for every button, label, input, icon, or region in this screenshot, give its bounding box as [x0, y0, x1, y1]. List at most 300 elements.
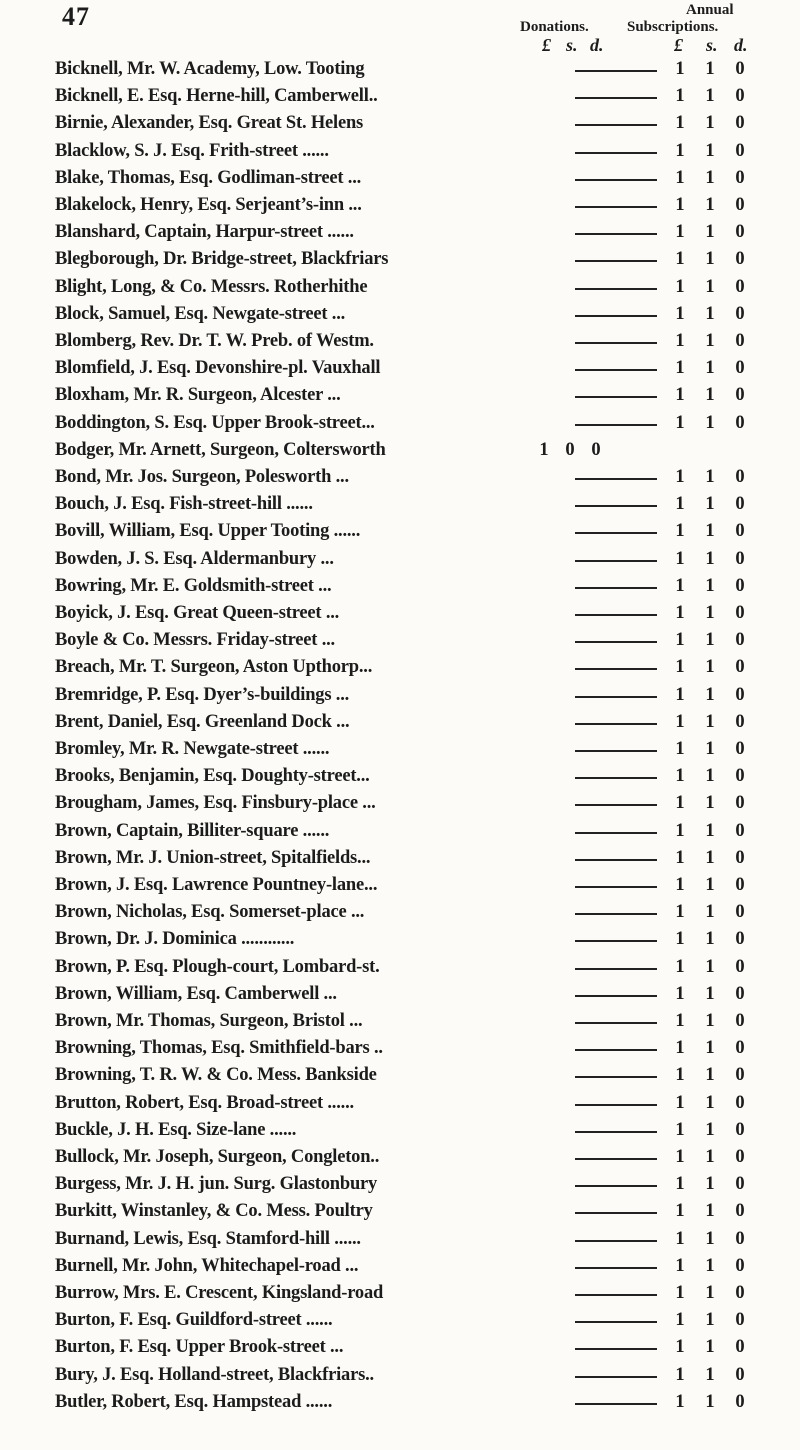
- subscription-shillings: 1: [705, 303, 715, 324]
- subscription-pence: 0: [735, 766, 745, 787]
- list-item: [0, 1390, 800, 1418]
- subscriber-name: Brougham, James, Esq. Finsbury-place ...: [55, 793, 376, 814]
- list-item: [0, 1227, 800, 1255]
- donation-pence: 0: [591, 439, 601, 460]
- subscription-shillings: 1: [705, 575, 715, 596]
- subscription-shillings: 1: [705, 684, 715, 705]
- subscription-shillings: 1: [705, 603, 715, 623]
- subscription-shillings: 1: [705, 222, 715, 243]
- donation-blank-rule: [575, 968, 657, 970]
- subscription-pence-unit: d.: [734, 35, 748, 55]
- subscription-pence: 0: [735, 1147, 745, 1167]
- subscription-shillings: 1: [705, 467, 715, 487]
- subscription-pence: 0: [735, 195, 745, 215]
- donation-blank-rule: [575, 179, 657, 181]
- subscription-pounds: 1: [675, 1011, 685, 1031]
- donation-blank-rule: [575, 1403, 657, 1405]
- subscriber-name: Buckle, J. H. Esq. Size-lane ......: [55, 1119, 297, 1140]
- subscription-pounds: 1: [675, 412, 685, 433]
- donation-blank-rule: [575, 206, 657, 208]
- subscription-shillings: 1: [705, 358, 715, 379]
- list-item: [0, 57, 800, 85]
- donation-blank-rule: [575, 587, 657, 589]
- subscriber-name: Boyick, J. Esq. Great Queen-street ...: [55, 603, 340, 623]
- subscription-pence: 0: [735, 494, 745, 515]
- subscriber-name: Blanshard, Captain, Harpur-street ......: [55, 222, 354, 243]
- donation-blank-rule: [575, 804, 657, 806]
- subscription-pounds: 1: [675, 820, 685, 841]
- list-item: [0, 846, 800, 874]
- subscription-pence: 0: [735, 1174, 745, 1195]
- subscription-pounds: 1: [675, 276, 685, 297]
- subscriber-name: Burton, F. Esq. Upper Brook-street ...: [55, 1337, 344, 1358]
- subscription-pence: 0: [735, 113, 745, 134]
- subscription-pounds: 1: [675, 358, 685, 379]
- list-item: [0, 982, 800, 1010]
- subscription-pence: 0: [735, 820, 745, 841]
- subscription-pounds: 1: [675, 548, 685, 569]
- subscription-pence: 0: [735, 929, 745, 950]
- subscription-shillings: 1: [705, 956, 715, 977]
- subscription-shillings: 1: [705, 494, 715, 515]
- subscription-shillings: 1: [705, 1119, 715, 1140]
- subscription-pence: 0: [735, 86, 745, 107]
- subscriber-name: Brown, Mr. J. Union-street, Spitalfields...: [55, 847, 371, 868]
- donation-blank-rule: [575, 1376, 657, 1378]
- subscription-pounds: 1: [675, 494, 685, 515]
- subscription-pence: 0: [735, 548, 745, 569]
- donation-blank-rule: [575, 750, 657, 752]
- subscription-pence: 0: [735, 630, 745, 651]
- subscription-shillings: 1: [705, 793, 715, 814]
- subscription-pounds: 1: [675, 1283, 685, 1303]
- subscription-pence: 0: [735, 793, 745, 814]
- subscription-pence: 0: [735, 1092, 745, 1113]
- subscription-shillings: 1: [705, 902, 715, 923]
- subscription-pence: 0: [735, 1255, 745, 1276]
- donation-blank-rule: [575, 723, 657, 725]
- subscription-pounds: 1: [675, 983, 685, 1004]
- subscriber-name: Boddington, S. Esq. Upper Brook-street...: [55, 412, 375, 433]
- subscription-shillings: 1: [705, 1011, 715, 1031]
- subscriber-name: Blomfield, J. Esq. Devonshire-pl. Vauxhall: [55, 358, 381, 379]
- donation-blank-rule: [575, 913, 657, 915]
- subscription-pence: 0: [735, 684, 745, 705]
- subscription-pence: 0: [735, 358, 745, 379]
- donation-blank-rule: [575, 832, 657, 834]
- list-item: [0, 383, 800, 411]
- donation-blank-rule: [575, 424, 657, 426]
- donation-blank-rule: [575, 97, 657, 99]
- subscriber-name: Brown, Mr. Thomas, Surgeon, Bristol ...: [55, 1011, 363, 1031]
- list-item: [0, 1036, 800, 1064]
- subscription-shillings: 1: [705, 412, 715, 433]
- donation-blank-rule: [575, 1049, 657, 1051]
- subscription-pounds: 1: [675, 875, 685, 895]
- subscription-pounds: 1: [675, 711, 685, 732]
- subscription-shillings: 1: [705, 1201, 715, 1222]
- list-item: [0, 764, 800, 792]
- subscription-shillings: 1: [705, 1283, 715, 1303]
- list-item: [0, 601, 800, 629]
- subscription-pounds: 1: [675, 929, 685, 950]
- list-item: [0, 492, 800, 520]
- subscriber-name: Browning, Thomas, Esq. Smithfield-bars ..: [55, 1038, 383, 1059]
- subscription-shillings: 1: [705, 86, 715, 107]
- list-item: [0, 1199, 800, 1227]
- donation-blank-rule: [575, 1348, 657, 1350]
- list-item: [0, 275, 800, 303]
- subscription-pounds: 1: [675, 956, 685, 977]
- donation-shillings: 0: [565, 439, 575, 460]
- donation-blank-rule: [575, 532, 657, 534]
- subscriber-name: Bullock, Mr. Joseph, Surgeon, Congleton..: [55, 1147, 380, 1167]
- list-item: [0, 710, 800, 738]
- list-item: [0, 1063, 800, 1091]
- subscription-pence: 0: [735, 983, 745, 1004]
- subscription-shillings: 1: [705, 1038, 715, 1059]
- subscription-shillings: 1: [705, 276, 715, 297]
- donation-blank-rule: [575, 396, 657, 398]
- donation-pounds: 1: [539, 439, 549, 460]
- subscription-pence: 0: [735, 331, 745, 351]
- subscription-pence: 0: [735, 249, 745, 270]
- donation-blank-rule: [575, 1240, 657, 1242]
- list-item: [0, 247, 800, 275]
- subscription-pence: 0: [735, 1310, 745, 1331]
- list-item: [0, 1281, 800, 1309]
- subscriber-name: Block, Samuel, Esq. Newgate-street ...: [55, 303, 346, 324]
- list-item: [0, 1145, 800, 1173]
- subscriber-name: Browning, T. R. W. & Co. Mess. Bankside: [55, 1065, 377, 1086]
- donation-blank-rule: [575, 1022, 657, 1024]
- subscription-pounds: 1: [675, 331, 685, 351]
- subscriber-name: Blake, Thomas, Esq. Godliman-street ...: [55, 167, 362, 188]
- subscriber-name: Bicknell, Mr. W. Academy, Low. Tooting: [55, 59, 365, 79]
- subscription-pence: 0: [735, 303, 745, 324]
- list-item: [0, 1009, 800, 1037]
- list-item: [0, 1308, 800, 1336]
- subscription-shillings: 1: [705, 1228, 715, 1249]
- list-item: [0, 955, 800, 983]
- donations-header: Donations.: [520, 19, 589, 35]
- subscription-pounds: 1: [675, 847, 685, 868]
- subscription-shillings: 1: [705, 1065, 715, 1086]
- subscriber-name: Brown, Dr. J. Dominica ............: [55, 929, 295, 950]
- subscription-shillings: 1: [705, 1174, 715, 1195]
- list-item: [0, 139, 800, 167]
- donation-blank-rule: [575, 233, 657, 235]
- subscription-shillings: 1: [705, 711, 715, 732]
- donation-blank-rule: [575, 668, 657, 670]
- subscription-pounds: 1: [675, 766, 685, 787]
- subscriber-name: Brutton, Robert, Esq. Broad-street ......: [55, 1092, 354, 1113]
- donation-blank-rule: [575, 1158, 657, 1160]
- subscription-pounds: 1: [675, 222, 685, 243]
- subscription-pounds: 1: [675, 521, 685, 542]
- list-item: [0, 302, 800, 330]
- subscription-pounds: 1: [675, 1228, 685, 1249]
- subscription-pence: 0: [735, 603, 745, 623]
- list-item: [0, 356, 800, 384]
- subscription-pence: 0: [735, 875, 745, 895]
- subscription-pounds: 1: [675, 1310, 685, 1331]
- list-item: [0, 438, 800, 466]
- list-item: [0, 166, 800, 194]
- subscription-pounds: 1: [675, 59, 685, 79]
- subscriber-name: Blacklow, S. J. Esq. Frith-street ......: [55, 140, 329, 161]
- subscriber-name: Burnand, Lewis, Esq. Stamford-hill ......: [55, 1228, 361, 1249]
- donation-blank-rule: [575, 777, 657, 779]
- subscriber-name: Brown, Nicholas, Esq. Somerset-place ...: [55, 902, 365, 923]
- subscription-shillings: 1: [705, 657, 715, 678]
- subscription-pence: 0: [735, 1119, 745, 1140]
- subscription-shillings: 1: [705, 929, 715, 950]
- subscriber-name: Bloxham, Mr. R. Surgeon, Alcester ...: [55, 385, 341, 406]
- subscriber-name: Burgess, Mr. J. H. jun. Surg. Glastonbury: [55, 1174, 378, 1195]
- subscription-pounds: 1: [675, 1092, 685, 1113]
- donation-blank-rule: [575, 1076, 657, 1078]
- donation-blank-rule: [575, 696, 657, 698]
- subscription-pounds: 1: [675, 1391, 685, 1412]
- list-item: [0, 1363, 800, 1391]
- subscription-pence: 0: [735, 59, 745, 79]
- subscriber-name: Bowden, J. S. Esq. Aldermanbury ...: [55, 548, 334, 569]
- subscription-shillings: 1: [705, 1391, 715, 1412]
- subscription-shillings: 1: [705, 140, 715, 161]
- list-item: [0, 519, 800, 547]
- subscription-shillings: 1: [705, 249, 715, 270]
- subscriber-name: Brent, Daniel, Esq. Greenland Dock ...: [55, 711, 350, 732]
- subscriber-name: Butler, Robert, Esq. Hampstead ......: [55, 1391, 333, 1412]
- donation-blank-rule: [575, 315, 657, 317]
- subscription-pounds: 1: [675, 86, 685, 107]
- donation-blank-rule: [575, 1185, 657, 1187]
- subscription-pounds: 1: [675, 902, 685, 923]
- list-item: [0, 683, 800, 711]
- subscription-pounds: 1: [675, 739, 685, 759]
- subscription-pounds: 1: [675, 140, 685, 161]
- list-item: [0, 193, 800, 221]
- subscription-shillings: 1: [705, 548, 715, 569]
- subscription-pounds: 1: [675, 1119, 685, 1140]
- donation-blank-rule: [575, 369, 657, 371]
- subscription-pence: 0: [735, 1011, 745, 1031]
- subscriber-name: Brooks, Benjamin, Esq. Doughty-street...: [55, 766, 370, 787]
- subscription-shillings: 1: [705, 331, 715, 351]
- subscription-shillings: 1: [705, 167, 715, 188]
- list-item: [0, 873, 800, 901]
- subscription-pence: 0: [735, 1201, 745, 1222]
- donation-blank-rule: [575, 614, 657, 616]
- subscription-shillings: 1: [705, 195, 715, 215]
- subscriber-name: Blegborough, Dr. Bridge-street, Blackfriars: [55, 249, 389, 270]
- list-item: [0, 900, 800, 928]
- subscriber-name: Blakelock, Henry, Esq. Serjeant’s-inn ...: [55, 195, 362, 215]
- subscription-pounds: 1: [675, 1255, 685, 1276]
- list-item: [0, 1091, 800, 1119]
- subscription-pounds: 1: [675, 575, 685, 596]
- subscription-shillings: 1: [705, 820, 715, 841]
- subscription-shillings: 1: [705, 983, 715, 1004]
- donation-blank-rule: [575, 1294, 657, 1296]
- list-item: [0, 574, 800, 602]
- subscription-pence: 0: [735, 412, 745, 433]
- list-item: [0, 84, 800, 112]
- list-item: [0, 1172, 800, 1200]
- subscription-shilling-unit: s.: [706, 35, 718, 55]
- list-item: [0, 1335, 800, 1363]
- subscription-pence: 0: [735, 956, 745, 977]
- subscriber-name: Blomberg, Rev. Dr. T. W. Preb. of Westm.: [55, 331, 374, 351]
- subscription-pounds: 1: [675, 1337, 685, 1358]
- subscription-shillings: 1: [705, 1364, 715, 1385]
- subscriber-name: Bond, Mr. Jos. Surgeon, Polesworth ...: [55, 467, 349, 487]
- subscription-pence: 0: [735, 1228, 745, 1249]
- subscriber-name: Bodger, Mr. Arnett, Surgeon, Coltersworth: [55, 439, 386, 460]
- subscriber-name: Bowring, Mr. E. Goldsmith-street ...: [55, 575, 332, 596]
- subscription-pence: 0: [735, 847, 745, 868]
- donation-blank-rule: [575, 124, 657, 126]
- subscription-pence: 0: [735, 1337, 745, 1358]
- subscription-pence: 0: [735, 575, 745, 596]
- subscriber-name: Boyle & Co. Messrs. Friday-street ...: [55, 630, 335, 651]
- subscription-shillings: 1: [705, 875, 715, 895]
- donation-blank-rule: [575, 995, 657, 997]
- annual-header: Annual: [686, 2, 734, 18]
- list-item: [0, 1254, 800, 1282]
- subscription-pence: 0: [735, 521, 745, 542]
- list-item: [0, 547, 800, 575]
- list-item: [0, 737, 800, 765]
- subscription-pence: 0: [735, 167, 745, 188]
- donation-blank-rule: [575, 478, 657, 480]
- subscription-pence: 0: [735, 739, 745, 759]
- donation-shilling-unit: s.: [566, 35, 578, 55]
- donation-pound-unit: £: [542, 35, 551, 55]
- subscription-pounds: 1: [675, 385, 685, 406]
- subscriber-name: Bicknell, E. Esq. Herne-hill, Camberwell..: [55, 86, 378, 107]
- subscription-pence: 0: [735, 140, 745, 161]
- list-item: [0, 220, 800, 248]
- subscription-pence: 0: [735, 1283, 745, 1303]
- subscription-pence: 0: [735, 467, 745, 487]
- subscription-shillings: 1: [705, 1147, 715, 1167]
- list-item: [0, 111, 800, 139]
- subscription-pounds: 1: [675, 657, 685, 678]
- subscription-shillings: 1: [705, 739, 715, 759]
- subscriber-name: Breach, Mr. T. Surgeon, Aston Upthorp...: [55, 657, 373, 678]
- list-item: [0, 1118, 800, 1146]
- subscription-pounds: 1: [675, 793, 685, 814]
- subscription-shillings: 1: [705, 59, 715, 79]
- subscription-pence: 0: [735, 1364, 745, 1385]
- donation-blank-rule: [575, 859, 657, 861]
- list-item: [0, 791, 800, 819]
- subscription-pounds: 1: [675, 303, 685, 324]
- donation-blank-rule: [575, 940, 657, 942]
- list-item: [0, 927, 800, 955]
- subscriber-name: Brown, J. Esq. Lawrence Pountney-lane...: [55, 875, 378, 895]
- subscription-shillings: 1: [705, 521, 715, 542]
- subscriber-name: Bremridge, P. Esq. Dyer’s-buildings ...: [55, 684, 350, 705]
- subscription-shillings: 1: [705, 1337, 715, 1358]
- subscriber-name: Bouch, J. Esq. Fish-street-hill ......: [55, 494, 313, 515]
- donation-blank-rule: [575, 1131, 657, 1133]
- donation-blank-rule: [575, 886, 657, 888]
- subscription-pence: 0: [735, 385, 745, 406]
- donation-blank-rule: [575, 1212, 657, 1214]
- donation-blank-rule: [575, 560, 657, 562]
- subscription-pounds: 1: [675, 167, 685, 188]
- subscriber-name: Bromley, Mr. R. Newgate-street ......: [55, 739, 330, 759]
- subscription-shillings: 1: [705, 1255, 715, 1276]
- list-item: [0, 655, 800, 683]
- subscription-pound-unit: £: [674, 35, 683, 55]
- donation-pence-unit: d.: [590, 35, 604, 55]
- subscriber-name: Burkitt, Winstanley, & Co. Mess. Poultry: [55, 1201, 373, 1222]
- subscription-shillings: 1: [705, 1092, 715, 1113]
- donation-blank-rule: [575, 1267, 657, 1269]
- subscription-pounds: 1: [675, 1364, 685, 1385]
- subscription-pounds: 1: [675, 1065, 685, 1086]
- subscriber-name: Burrow, Mrs. E. Crescent, Kingsland-road: [55, 1283, 384, 1303]
- subscriber-name: Bury, J. Esq. Holland-street, Blackfriars..: [55, 1364, 374, 1385]
- subscription-pence: 0: [735, 711, 745, 732]
- subscription-pence: 0: [735, 222, 745, 243]
- subscriber-name: Brown, Captain, Billiter-square ......: [55, 820, 330, 841]
- subscription-pounds: 1: [675, 1038, 685, 1059]
- list-item: [0, 329, 800, 357]
- subscription-shillings: 1: [705, 1310, 715, 1331]
- subscription-pence: 0: [735, 902, 745, 923]
- subscription-shillings: 1: [705, 113, 715, 134]
- subscription-pence: 0: [735, 1391, 745, 1412]
- subscriber-name: Brown, P. Esq. Plough-court, Lombard-st.: [55, 956, 380, 977]
- list-item: [0, 411, 800, 439]
- donation-blank-rule: [575, 342, 657, 344]
- subscription-pounds: 1: [675, 249, 685, 270]
- subscription-shillings: 1: [705, 385, 715, 406]
- subscription-shillings: 1: [705, 847, 715, 868]
- donation-blank-rule: [575, 641, 657, 643]
- subscription-shillings: 1: [705, 630, 715, 651]
- subscriber-name: Blight, Long, & Co. Messrs. Rotherhithe: [55, 276, 368, 297]
- subscription-pence: 0: [735, 1065, 745, 1086]
- donation-blank-rule: [575, 505, 657, 507]
- subscription-pounds: 1: [675, 1201, 685, 1222]
- subscriptions-header: Subscriptions.: [627, 19, 719, 35]
- subscription-pounds: 1: [675, 684, 685, 705]
- donation-blank-rule: [575, 1321, 657, 1323]
- subscription-pounds: 1: [675, 113, 685, 134]
- subscription-shillings: 1: [705, 766, 715, 787]
- list-item: [0, 819, 800, 847]
- subscriber-name: Birnie, Alexander, Esq. Great St. Helens: [55, 113, 364, 134]
- subscriber-name: Burnell, Mr. John, Whitechapel-road ...: [55, 1255, 359, 1276]
- donation-blank-rule: [575, 1104, 657, 1106]
- list-item: [0, 628, 800, 656]
- subscription-pounds: 1: [675, 195, 685, 215]
- subscriber-name: Burton, F. Esq. Guildford-street ......: [55, 1310, 333, 1331]
- subscription-pounds: 1: [675, 467, 685, 487]
- donation-blank-rule: [575, 70, 657, 72]
- donation-blank-rule: [575, 288, 657, 290]
- subscription-pence: 0: [735, 657, 745, 678]
- subscriber-name: Bovill, William, Esq. Upper Tooting ......: [55, 521, 361, 542]
- subscription-pounds: 1: [675, 603, 685, 623]
- subscription-pounds: 1: [675, 630, 685, 651]
